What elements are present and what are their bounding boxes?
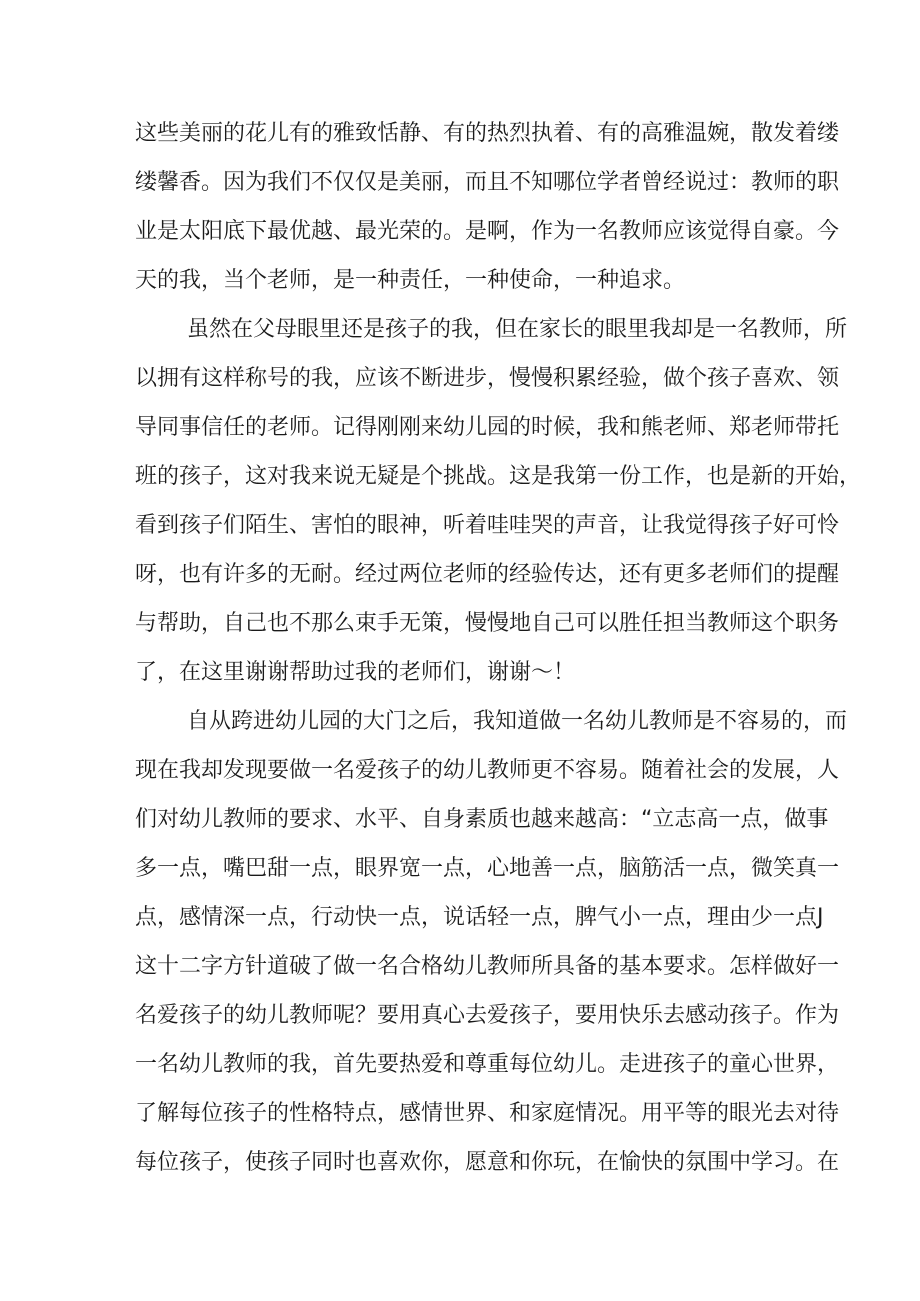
paragraph-line: 班的孩子，这对我来说无疑是个挑战。这是我第一份工作，也是新的开始， [135, 464, 862, 489]
paragraph-line: 名爱孩子的幼儿教师呢？要用真心去爱孩子，要用快乐去感动孩子。作为 [135, 1003, 840, 1028]
paragraph-line: 自从跨进幼儿园的大门之后，我知道做一名幼儿教师是不容易的，而 [187, 709, 848, 734]
paragraph-line: 一名幼儿教师的我，首先要热爱和尊重每位幼儿。走进孩子的童心世界， [135, 1052, 840, 1077]
paragraph-line: 们对幼儿教师的要求、水平、自身素质也越来越高：“立志高一点，做事 [135, 807, 829, 832]
paragraph-line: 以拥有这样称号的我，应该不断进步，慢慢积累经验，做个孩子喜欢、领 [135, 366, 840, 391]
paragraph-line: 缕馨香。因为我们不仅仅是美丽，而且不知哪位学者曾经说过：教师的职 [135, 170, 840, 195]
paragraph-line: 业是太阳底下最优越、最光荣的。是啊，作为一名教师应该觉得自豪。今 [135, 219, 840, 244]
paragraph-line: 与帮助，自己也不那么束手无策，慢慢地自己可以胜任担当教师这个职务 [135, 611, 840, 636]
paragraph-line: 天的我，当个老师，是一种责任，一种使命，一种追求。 [135, 268, 686, 293]
paragraph-line: 这十二字方针道破了做一名合格幼儿教师所具备的基本要求。怎样做好一 [135, 954, 840, 979]
paragraph-line: 多一点，嘴巴甜一点，眼界宽一点，心地善一点，脑筋活一点，微笑真一 [135, 856, 840, 881]
paragraph-line: 每位孩子，使孩子同时也喜欢你，愿意和你玩，在愉快的氛围中学习。在 [135, 1150, 840, 1175]
paragraph-line: 现在我却发现要做一名爱孩子的幼儿教师更不容易。随着社会的发展，人 [135, 758, 840, 783]
paragraph-line: 虽然在父母眼里还是孩子的我，但在家长的眼里我却是一名教师，所 [187, 317, 848, 342]
paragraph-line: 导同事信任的老师。记得刚刚来幼儿园的时候，我和熊老师、郑老师带托 [135, 415, 840, 440]
paragraph-line: 呀，也有许多的无耐。经过两位老师的经验传达，还有更多老师们的提醒 [135, 562, 840, 587]
paragraph-line: 点，感情深一点，行动快一点，说话轻一点，脾气小一点，理由少一点J [135, 905, 824, 930]
paragraph-line: 这些美丽的花儿有的雅致恬静、有的热烈执着、有的高雅温婉，散发着缕 [135, 121, 840, 146]
paragraph-line: 看到孩子们陌生、害怕的眼神，听着哇哇哭的声音，让我觉得孩子好可怜 [135, 513, 840, 538]
paragraph-line: 了解每位孩子的性格特点，感情世界、和家庭情况。用平等的眼光去对待 [135, 1101, 840, 1126]
paragraph-line: 了，在这里谢谢帮助过我的老师们，谢谢～！ [135, 660, 576, 685]
